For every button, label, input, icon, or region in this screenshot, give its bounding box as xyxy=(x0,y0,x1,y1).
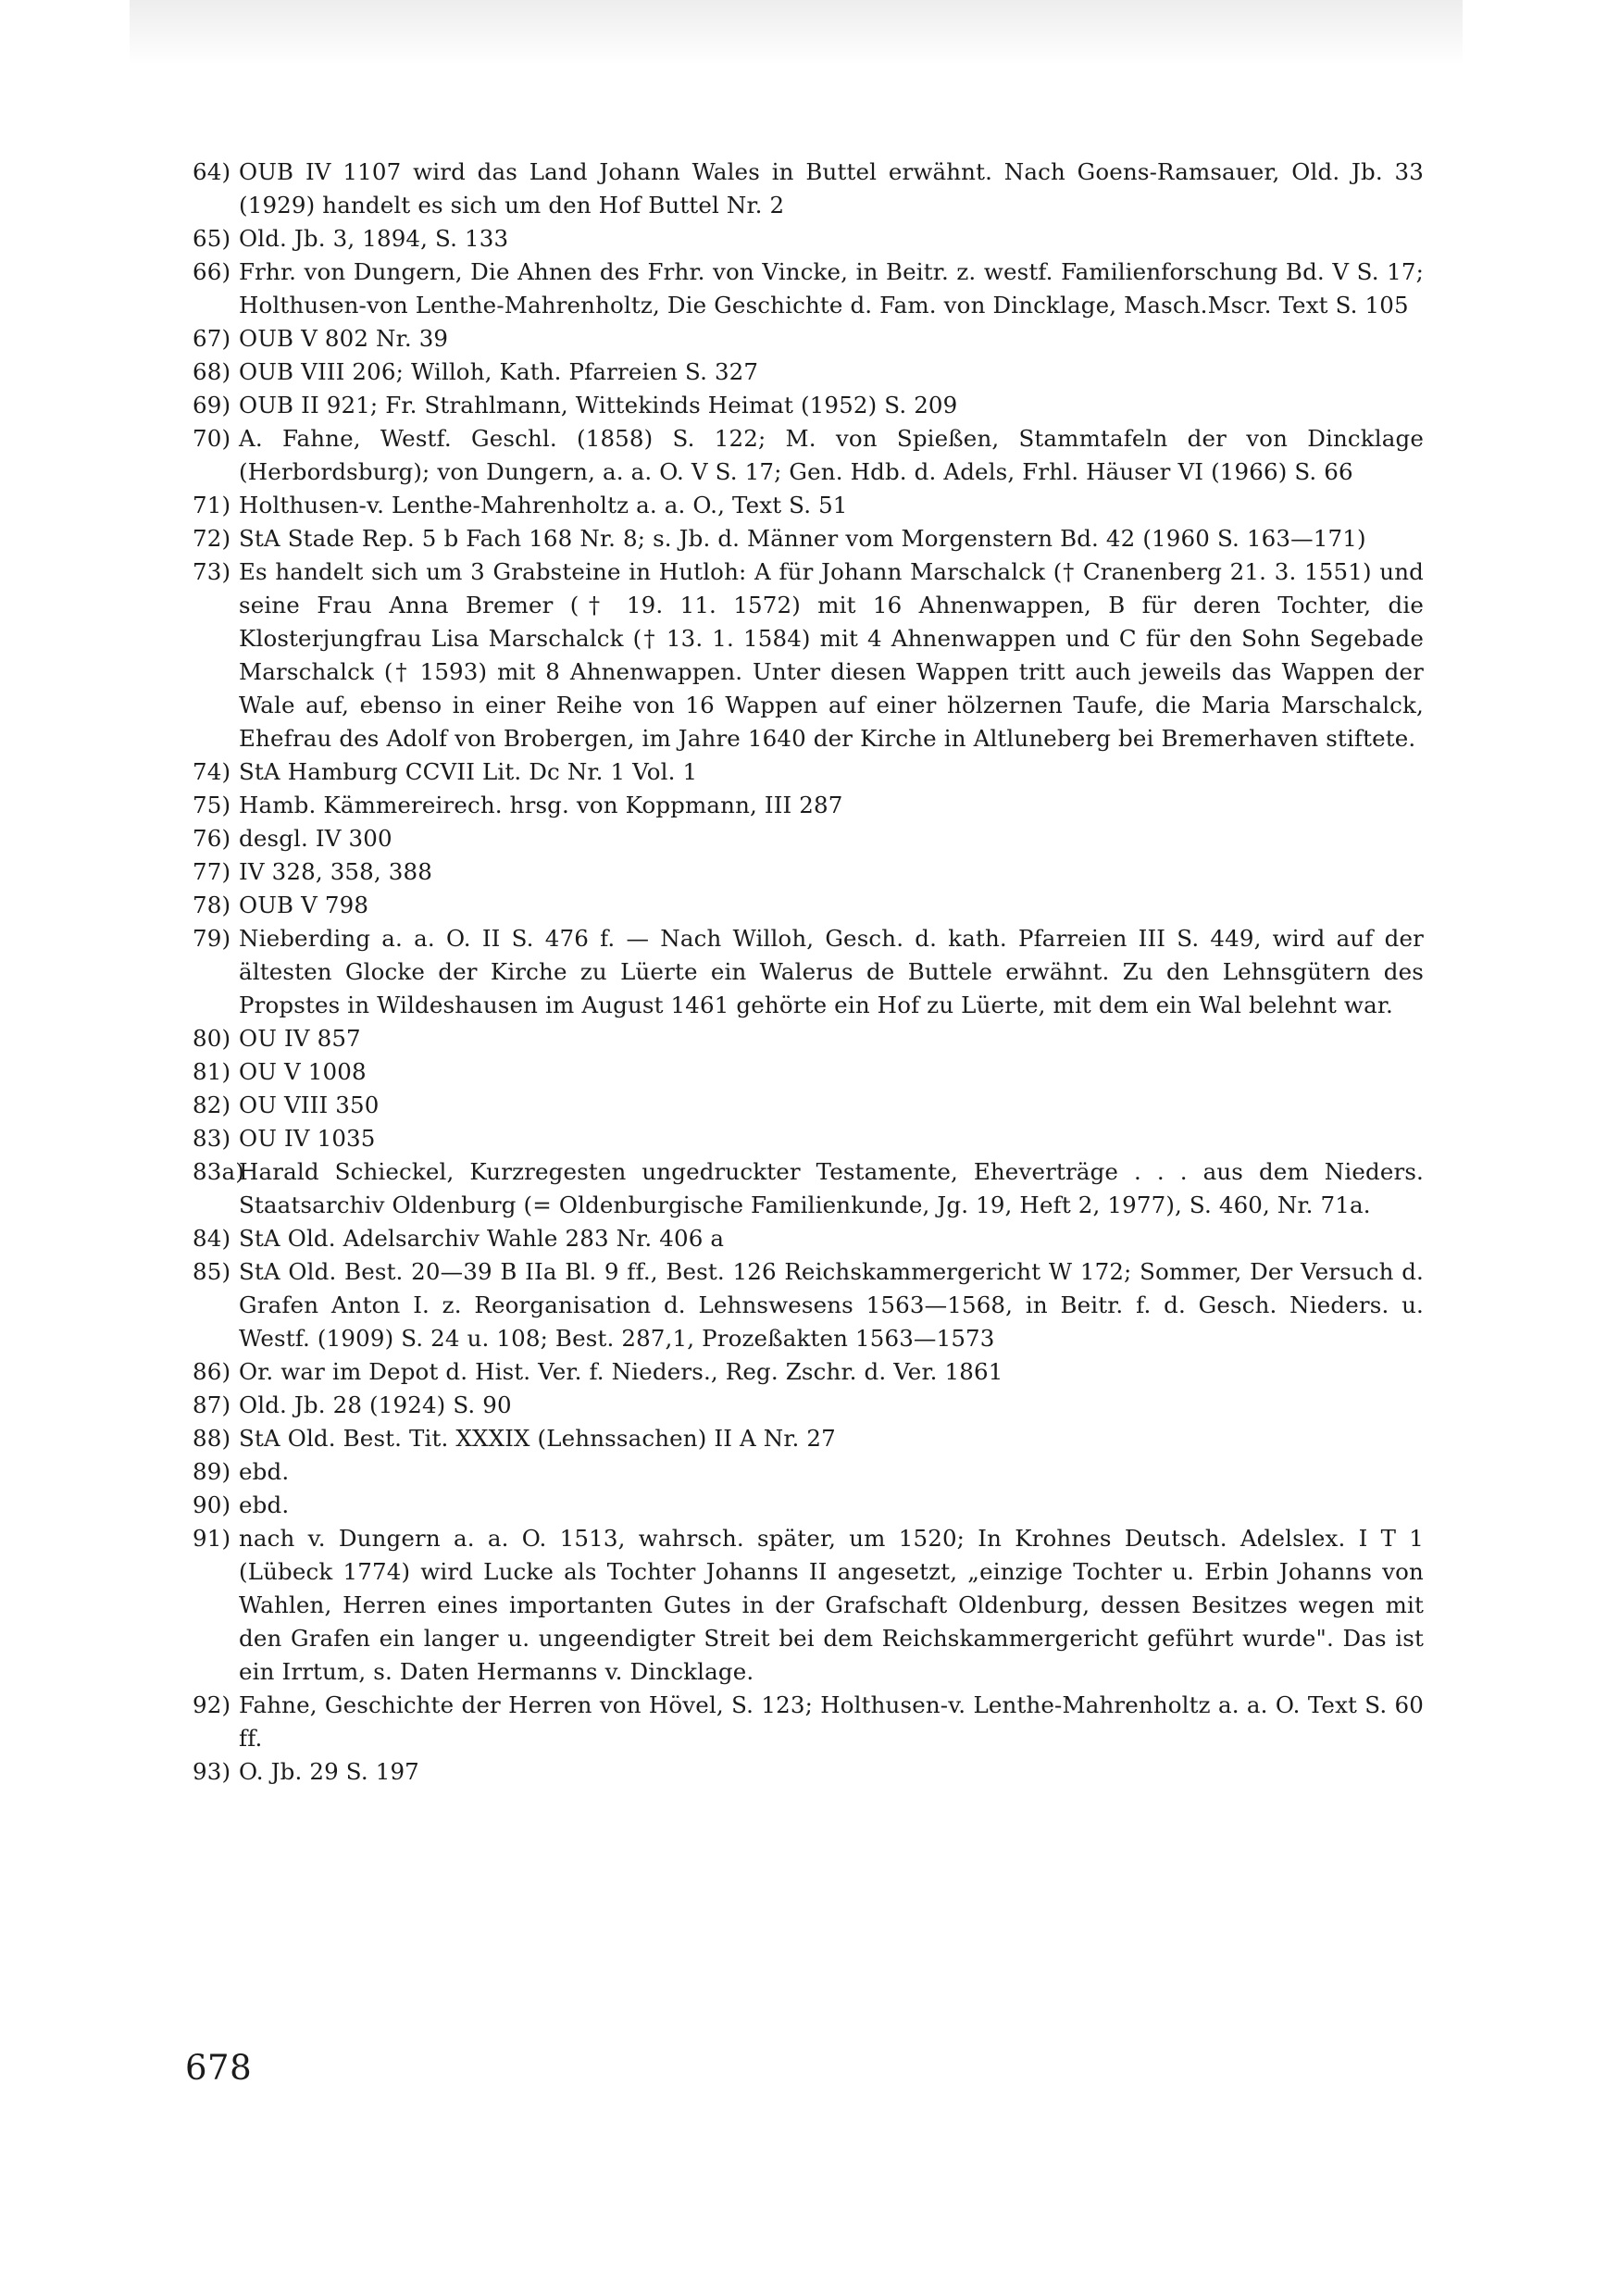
footnote-text: OU V 1008 xyxy=(239,1058,367,1085)
footnote-text: Es handelt sich um 3 Grabsteine in Hutloh: A für Johann Marschalck († Cranenberg 21. 3. 1551) und seine Frau Anna Bremer († 19. 11. 1572) mit 16 Ahnenwappen, B für deren Tochter, die Klosterjungfrau Lisa Marschalck († 13. 1. 1584) mit 4 Ahnenwappen und C für den Sohn Segebade Marschalck († 1593) mit 8 Ahnenwappen. Unter diesen Wappen tritt auch jeweils das Wappen der Wale auf, ebenso in einer Reihe von 16 Wappen auf einer hölzernen Taufe, die Maria Marschalck, Ehefrau des Adolf von Brobergen, im Jahre 1640 der Kirche in Altluneberg bei Bremerhaven stiftete. xyxy=(239,558,1424,752)
footnote-number: 75) xyxy=(193,792,231,818)
footnote xyxy=(193,222,1424,256)
footnote xyxy=(193,822,1424,855)
footnote-number: 64) xyxy=(193,158,231,185)
footnote xyxy=(193,789,1424,822)
footnote-text: Or. war im Depot d. Hist. Ver. f. Nieders., Reg. Zschr. d. Ver. 1861 xyxy=(239,1358,1003,1385)
footnote-text: OUB II 921; Fr. Strahlmann, Wittekinds Heimat (1952) S. 209 xyxy=(239,392,958,418)
footnote-text: ebd. xyxy=(239,1491,290,1518)
footnote-number: 85) xyxy=(193,1258,231,1285)
footnote xyxy=(193,322,1424,356)
footnote-text: OUB V 798 xyxy=(239,892,369,918)
footnote-number: 77) xyxy=(193,858,231,885)
footnote xyxy=(193,855,1424,889)
footnote xyxy=(193,1755,1424,1789)
footnote xyxy=(193,1055,1424,1089)
footnote xyxy=(193,156,1424,222)
footnote-number: 70) xyxy=(193,425,231,452)
footnote xyxy=(193,389,1424,422)
footnote-text: nach v. Dungern a. a. O. 1513, wahrsch. später, um 1520; In Krohnes Deutsch. Adelslex. I T 1 (Lübeck 1774) wird Lucke als Tochter Johanns II angesetzt, „einzige Tochter u. Erbin Johanns von Wahlen, Herren eines importanten Gutes in der Grafschaft Oldenburg, dessen Besitzes wegen mit den Grafen ein langer u. ungeendigter Streit bei dem Reichskammergericht geführt wurde". Das ist ein Irrtum, s. Daten Hermanns v. Dincklage. xyxy=(239,1525,1424,1685)
footnote-number: 78) xyxy=(193,892,231,918)
footnote xyxy=(193,256,1424,322)
footnote-number: 67) xyxy=(193,325,231,352)
footnote-text: StA Old. Best. 20—39 B IIa Bl. 9 ff., Best. 126 Reichskammergericht W 172; Sommer, Der Versuch d. Grafen Anton I. z. Reorganisation d. Lehnswesens 1563—1568, in Beitr. f. d. Gesch. Nieders. u. Westf. (1909) S. 24 u. 108; Best. 287,1, Prozeßakten 1563—1573 xyxy=(239,1258,1424,1352)
footnote-text: O. Jb. 29 S. 197 xyxy=(239,1758,419,1785)
footnote-text: Hamb. Kämmereirech. hrsg. von Koppmann, III 287 xyxy=(239,792,843,818)
footnote-text: StA Old. Adelsarchiv Wahle 283 Nr. 406 a xyxy=(239,1225,725,1252)
footnote xyxy=(193,889,1424,922)
footnote-text: Harald Schieckel, Kurzregesten ungedruckter Testamente, Eheverträge . . . aus dem Nieders. Staatsarchiv Oldenburg (= Oldenburgische Familienkunde, Jg. 19, Heft 2, 1977), S. 460, Nr. 71a. xyxy=(239,1158,1424,1218)
footnote-text: ebd. xyxy=(239,1458,290,1485)
footnote-list xyxy=(193,156,1424,1789)
footnote xyxy=(193,1522,1424,1689)
footnote-number: 86) xyxy=(193,1358,231,1385)
footnote xyxy=(193,1422,1424,1455)
footnote-text: Nieberding a. a. O. II S. 476 f. — Nach Willoh, Gesch. d. kath. Pfarreien III S. 449, wird auf der ältesten Glocke der Kirche zu Lüerte ein Walerus de Buttele erwähnt. Zu den Lehnsgütern des Propstes in Wildeshausen im August 1461 gehörte ein Hof zu Lüerte, mit dem ein Wal belehnt war. xyxy=(239,925,1424,1018)
footnote-number: 89) xyxy=(193,1458,231,1485)
footnote xyxy=(193,1389,1424,1422)
footnote-number: 91) xyxy=(193,1525,231,1552)
footnote xyxy=(193,1222,1424,1255)
footnote xyxy=(193,1089,1424,1122)
footnote xyxy=(193,1455,1424,1489)
footnote-number: 79) xyxy=(193,925,231,952)
footnote-text: StA Old. Best. Tit. XXXIX (Lehnssachen) II A Nr. 27 xyxy=(239,1425,836,1452)
footnote xyxy=(193,555,1424,755)
footnote xyxy=(193,356,1424,389)
footnote-number: 73) xyxy=(193,558,231,585)
footnote-text: OU IV 1035 xyxy=(239,1125,376,1152)
footnote xyxy=(193,1255,1424,1355)
footnote xyxy=(193,489,1424,522)
footnote-number: 68) xyxy=(193,358,231,385)
footnote-text: desgl. IV 300 xyxy=(239,825,392,852)
footnote-text: Old. Jb. 28 (1924) S. 90 xyxy=(239,1391,512,1418)
footnote-text: OUB V 802 Nr. 39 xyxy=(239,325,449,352)
footnote xyxy=(193,922,1424,1022)
footnote-number: 83) xyxy=(193,1125,231,1152)
footnote-text: Fahne, Geschichte der Herren von Hövel, S. 123; Holthusen-v. Lenthe-Mahrenholtz a. a. O. Text S. 60 ff. xyxy=(239,1691,1424,1752)
footnote-text: IV 328, 358, 388 xyxy=(239,858,432,885)
footnote xyxy=(193,1122,1424,1155)
footnote-text: OUB IV 1107 wird das Land Johann Wales in Buttel erwähnt. Nach Goens-Ramsauer, Old. Jb. 33 (1929) handelt es sich um den Hof Buttel Nr. 2 xyxy=(239,158,1424,218)
footnote-number: 80) xyxy=(193,1025,231,1052)
footnote-text: StA Hamburg CCVII Lit. Dc Nr. 1 Vol. 1 xyxy=(239,758,698,785)
footnote-number: 84) xyxy=(193,1225,231,1252)
footnote-number: 83a) xyxy=(193,1158,244,1185)
footnote-text: OU VIII 350 xyxy=(239,1092,380,1118)
footnote-text: StA Stade Rep. 5 b Fach 168 Nr. 8; s. Jb. d. Männer vom Morgenstern Bd. 42 (1960 S. 163—171) xyxy=(239,525,1366,552)
footnote xyxy=(193,522,1424,555)
footnote-number: 69) xyxy=(193,392,231,418)
footnote xyxy=(193,1689,1424,1755)
page-number: 678 xyxy=(185,2048,253,2088)
footnote-number: 74) xyxy=(193,758,231,785)
footnote-text: Holthusen-v. Lenthe-Mahrenholtz a. a. O., Text S. 51 xyxy=(239,492,848,518)
footnote-number: 88) xyxy=(193,1425,231,1452)
footnote xyxy=(193,1355,1424,1389)
footnote xyxy=(193,755,1424,789)
footnote-number: 81) xyxy=(193,1058,231,1085)
footnote-number: 71) xyxy=(193,492,231,518)
footnote-text: OU IV 857 xyxy=(239,1025,361,1052)
footnote-number: 87) xyxy=(193,1391,231,1418)
footnote-number: 65) xyxy=(193,225,231,252)
footnote-number: 66) xyxy=(193,258,231,285)
footnote-text: OUB VIII 206; Willoh, Kath. Pfarreien S. 327 xyxy=(239,358,759,385)
footnote-number: 92) xyxy=(193,1691,231,1718)
footnote xyxy=(193,1022,1424,1055)
footnote-number: 72) xyxy=(193,525,231,552)
footnote xyxy=(193,422,1424,489)
footnote xyxy=(193,1155,1424,1222)
footnote-number: 90) xyxy=(193,1491,231,1518)
footnote-number: 82) xyxy=(193,1092,231,1118)
footnote-text: A. Fahne, Westf. Geschl. (1858) S. 122; M. von Spießen, Stammtafeln der von Dincklage (Herbordsburg); von Dungern, a. a. O. V S. 17; Gen. Hdb. d. Adels, Frhl. Häuser VI (1966) S. 66 xyxy=(239,425,1424,485)
footnote-text: Old. Jb. 3, 1894, S. 133 xyxy=(239,225,509,252)
scan-shadow xyxy=(130,0,1463,65)
footnote-text: Frhr. von Dungern, Die Ahnen des Frhr. von Vincke, in Beitr. z. westf. Familienforschung Bd. V S. 17; Holthusen-von Lenthe-Mahrenholtz, Die Geschichte d. Fam. von Dincklage, Masch.Mscr. Text S. 105 xyxy=(239,258,1424,318)
footnote-number: 76) xyxy=(193,825,231,852)
footnote xyxy=(193,1489,1424,1522)
footnote-number: 93) xyxy=(193,1758,231,1785)
